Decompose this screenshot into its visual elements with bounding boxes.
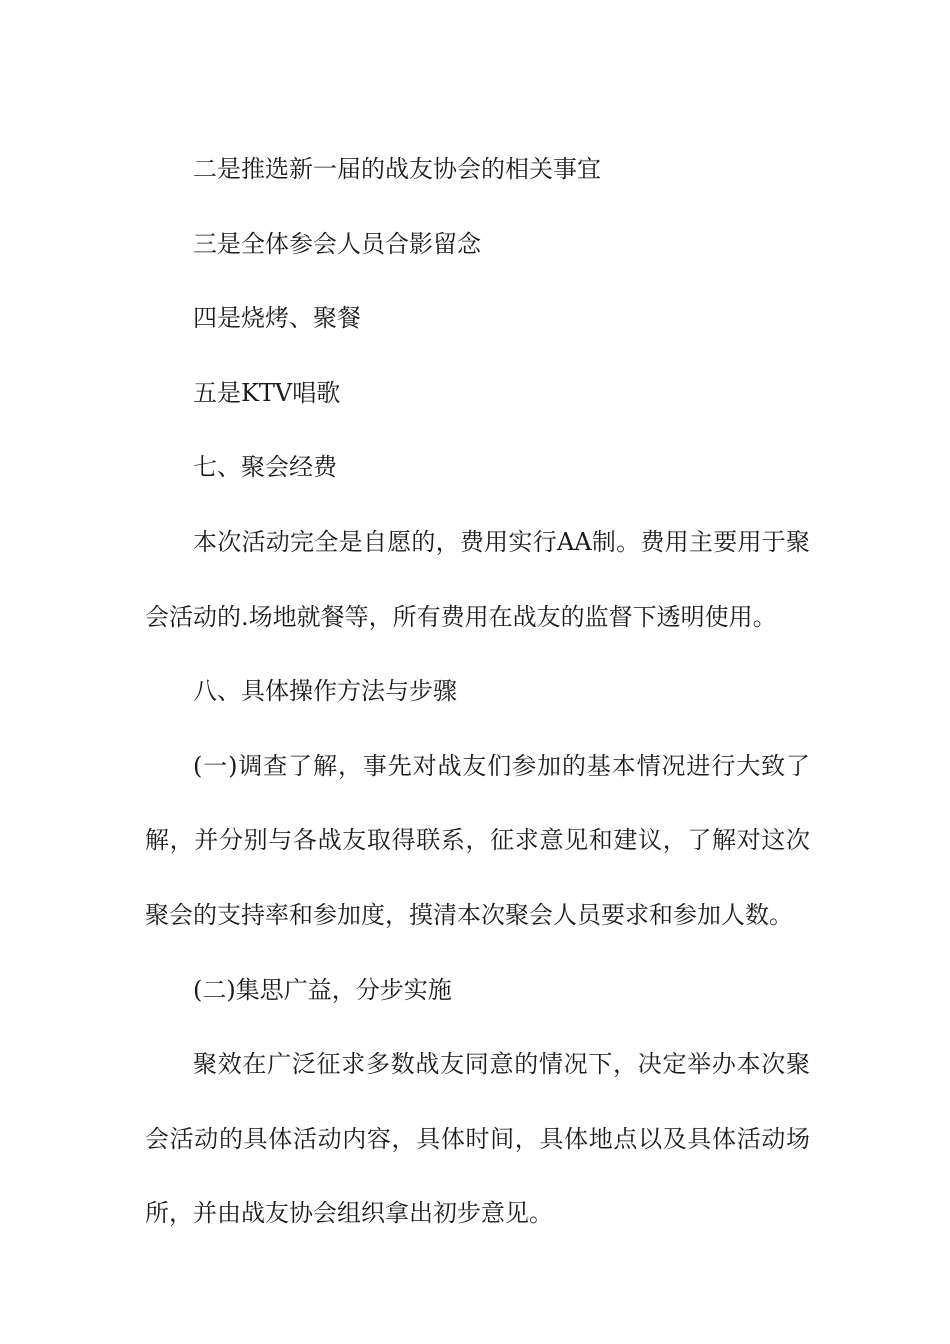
- paragraph-agenda-4: 四是烧烤、聚餐: [193, 304, 361, 333]
- subheading-step-2: (二)集思广益，分步实施: [193, 975, 452, 1004]
- paragraph-step-2: 聚效在广泛征求多数战友同意的情况下，决定举办本次聚会活动的具体活动内容，具体时间，具体地点以及具体活动场所，并由战友协会组织拿出初步意见。: [145, 1050, 810, 1228]
- paragraph-step-1: (一)调查了解，事先对战友们参加的基本情况进行大致了解，并分别与各战友取得联系，征求意见和建议，了解对这次聚会的支持率和参加度，摸清本次聚会人员要求和参加人数。: [145, 751, 810, 929]
- section-heading-steps: 八、具体操作方法与步骤: [193, 677, 457, 706]
- paragraph-agenda-5: 五是KTV唱歌: [193, 378, 341, 407]
- paragraph-budget: 本次活动完全是自愿的，费用实行AA制。费用主要用于聚会活动的.场地就餐等，所有费用在战友的监督下透明使用。: [145, 527, 810, 631]
- paragraph-agenda-2: 二是推选新一届的战友协会的相关事宜: [193, 155, 601, 183]
- document-body: [145, 132, 810, 1251]
- section-heading-budget: 七、聚会经费: [193, 453, 337, 482]
- paragraph-agenda-3: 三是全体参会人员合影留念: [193, 229, 481, 258]
